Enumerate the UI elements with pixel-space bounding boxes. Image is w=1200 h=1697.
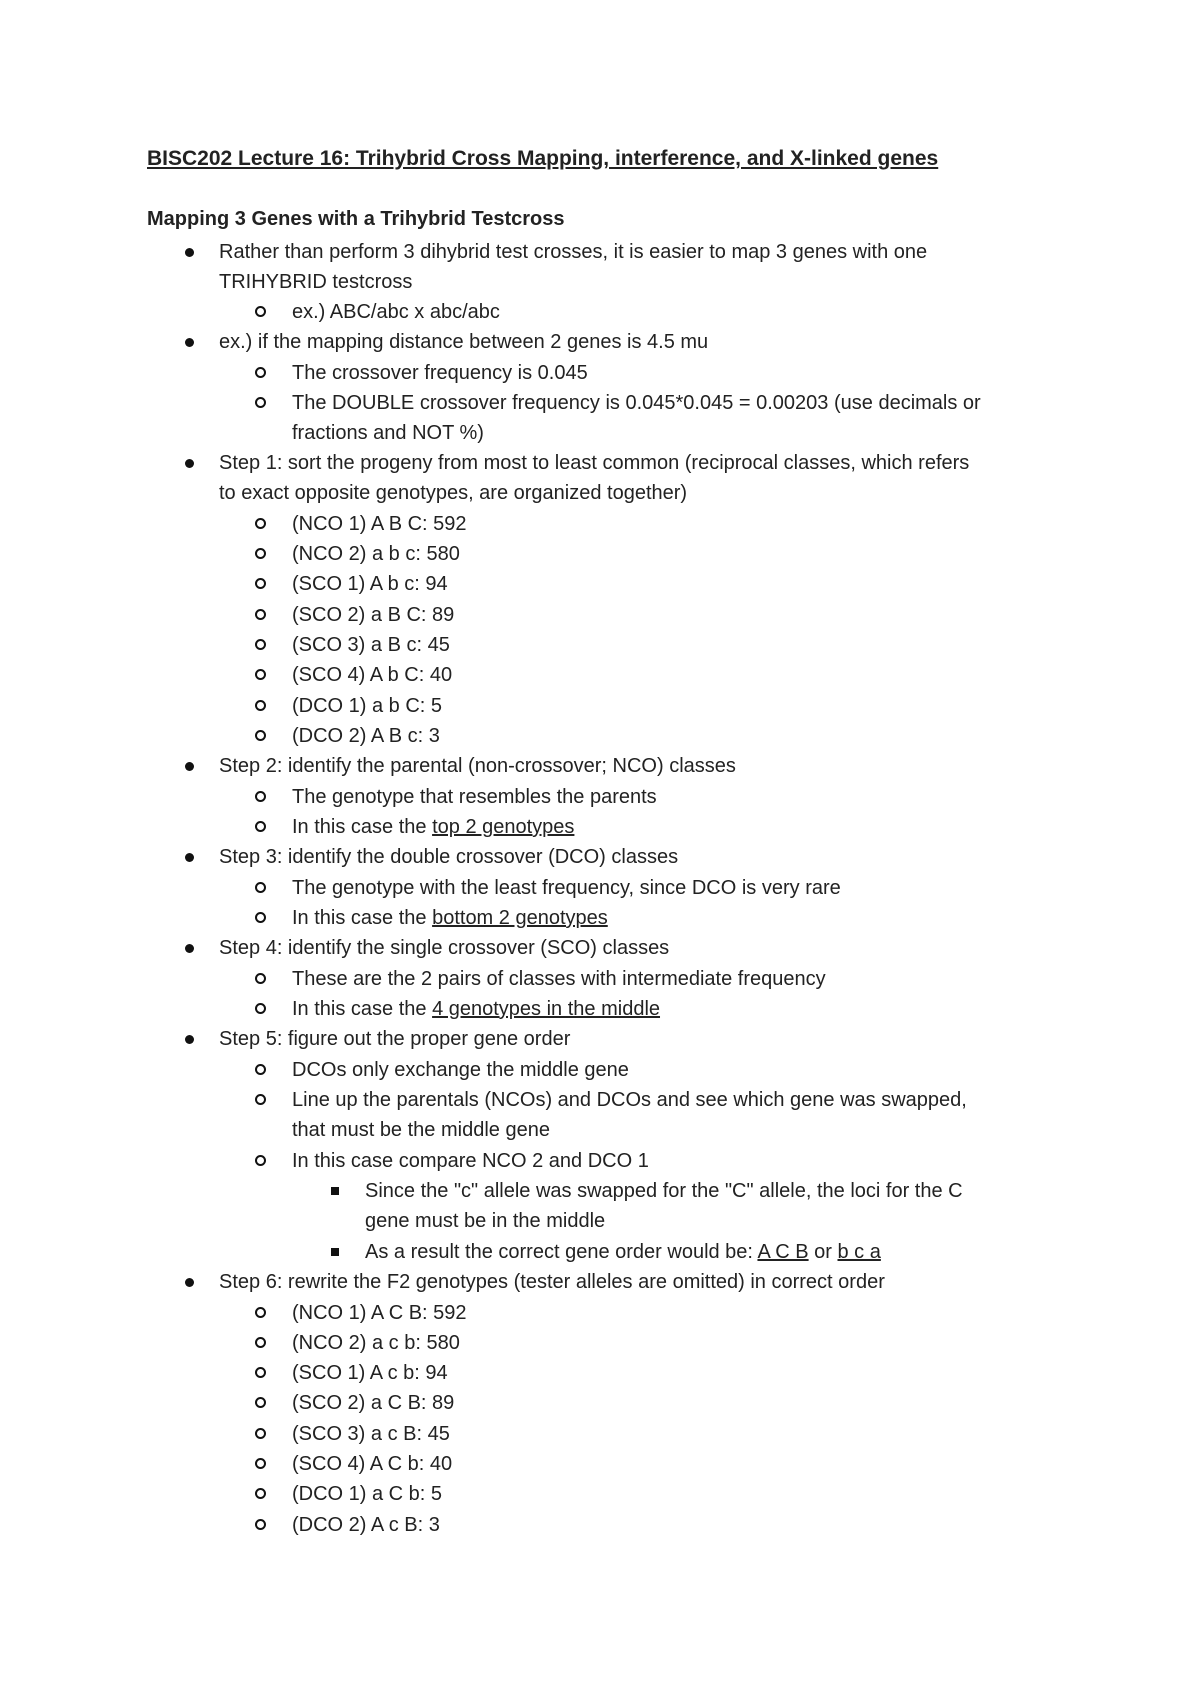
- sub-bullet-text: Line up the parentals (NCOs) and DCOs and see which gene was swapped,: [292, 1089, 967, 1111]
- page-title: BISC202 Lecture 16: Trihybrid Cross Mapping, interference, and X-linked genes: [147, 147, 939, 170]
- bullet-icon: [185, 1278, 194, 1287]
- sub-bullet-icon: [255, 1367, 266, 1378]
- sub-bullet-text: fractions and NOT %): [292, 422, 484, 444]
- genotype-item: (SCO 1) A c b: 94: [292, 1362, 448, 1384]
- sub-bullet-text: ex.) ABC/abc x abc/abc: [292, 301, 500, 323]
- bullet-icon: [185, 1035, 194, 1044]
- sub-bullet-icon: [255, 367, 266, 378]
- underlined-text: bottom 2 genotypes: [432, 907, 608, 929]
- sub-bullet-text: [292, 997, 660, 1021]
- genotype-item: (NCO 1) A C B: 592: [292, 1302, 467, 1324]
- genotype-item: (SCO 2) a C B: 89: [292, 1392, 455, 1414]
- sub-bullet-icon: [255, 791, 266, 802]
- underlined-text: A C B: [757, 1241, 809, 1263]
- genotype-item: (DCO 1) a C b: 5: [292, 1483, 443, 1505]
- sub-bullet-text: The genotype with the least frequency, since DCO is very rare: [292, 877, 841, 899]
- sub-bullet-icon: [255, 1155, 266, 1166]
- plain-text: In this case the: [292, 907, 433, 929]
- progeny-item: (SCO 3) a B c: 45: [292, 634, 450, 656]
- square-bullet-icon: [331, 1248, 339, 1256]
- sub-sub-bullet-text: [365, 1240, 881, 1264]
- sub-bullet-icon: [255, 1337, 266, 1348]
- progeny-item: (SCO 2) a B C: 89: [292, 604, 455, 626]
- square-bullet-icon: [331, 1187, 339, 1195]
- bullet-text: Step 2: identify the parental (non-crossover; NCO) classes: [219, 755, 736, 777]
- bullet-text: Step 1: sort the progeny from most to least common (reciprocal classes, which refers: [219, 452, 970, 474]
- sub-bullet-icon: [255, 669, 266, 680]
- sub-bullet-icon: [255, 1519, 266, 1530]
- sub-bullet-text: [292, 906, 608, 930]
- sub-bullet-icon: [255, 912, 266, 923]
- sub-bullet-text: [292, 815, 574, 839]
- bullet-text: Step 4: identify the single crossover (SCO) classes: [219, 937, 670, 959]
- sub-bullet-icon: [255, 609, 266, 620]
- sub-bullet-text: In this case compare NCO 2 and DCO 1: [292, 1150, 649, 1172]
- bullet-icon: [185, 762, 194, 771]
- bullet-text: Step 6: rewrite the F2 genotypes (tester alleles are omitted) in correct order: [219, 1271, 885, 1293]
- sub-bullet-icon: [255, 1428, 266, 1439]
- sub-bullet-icon: [255, 548, 266, 559]
- progeny-item: (SCO 4) A b C: 40: [292, 664, 453, 686]
- bullet-text: TRIHYBRID testcross: [219, 271, 413, 293]
- plain-text: In this case the: [292, 998, 433, 1020]
- sub-bullet-icon: [255, 397, 266, 408]
- sub-bullet-text: DCOs only exchange the middle gene: [292, 1059, 629, 1081]
- section-heading: Mapping 3 Genes with a Trihybrid Testcross: [147, 208, 565, 230]
- progeny-item: (NCO 1) A B C: 592: [292, 513, 467, 535]
- sub-bullet-icon: [255, 578, 266, 589]
- plain-text: In this case the: [292, 816, 433, 838]
- plain-text: or: [808, 1241, 838, 1263]
- bullet-icon: [185, 338, 194, 347]
- bullet-icon: [185, 248, 194, 257]
- underlined-text: top 2 genotypes: [432, 816, 575, 838]
- sub-bullet-icon: [255, 1307, 266, 1318]
- sub-bullet-icon: [255, 639, 266, 650]
- progeny-item: (NCO 2) a b c: 580: [292, 543, 460, 565]
- genotype-item: (NCO 2) a c b: 580: [292, 1332, 460, 1354]
- sub-bullet-icon: [255, 882, 266, 893]
- underlined-text: 4 genotypes in the middle: [432, 998, 661, 1020]
- genotype-item: (DCO 2) A c B: 3: [292, 1514, 440, 1536]
- progeny-item: (DCO 1) a b C: 5: [292, 695, 443, 717]
- sub-sub-bullet-text: gene must be in the middle: [365, 1210, 606, 1232]
- bullet-text: Step 3: identify the double crossover (DCO) classes: [219, 846, 679, 868]
- sub-bullet-text: The DOUBLE crossover frequency is 0.045*0.045 = 0.00203 (use decimals or: [292, 392, 981, 414]
- sub-bullet-text: The genotype that resembles the parents: [292, 786, 657, 808]
- bullet-text: ex.) if the mapping distance between 2 genes is 4.5 mu: [219, 331, 709, 353]
- sub-bullet-icon: [255, 518, 266, 529]
- sub-bullet-icon: [255, 1397, 266, 1408]
- sub-bullet-icon: [255, 1003, 266, 1014]
- sub-bullet-icon: [255, 973, 266, 984]
- bullet-icon: [185, 459, 194, 468]
- bullet-text: Step 5: figure out the proper gene order: [219, 1028, 571, 1050]
- sub-bullet-icon: [255, 306, 266, 317]
- sub-sub-bullet-text: Since the "c" allele was swapped for the "C" allele, the loci for the C: [365, 1180, 963, 1202]
- bullet-text: to exact opposite genotypes, are organized together): [219, 482, 688, 504]
- progeny-item: (DCO 2) A B c: 3: [292, 725, 440, 747]
- sub-bullet-icon: [255, 1458, 266, 1469]
- bullet-icon: [185, 853, 194, 862]
- sub-bullet-icon: [255, 1488, 266, 1499]
- plain-text: As a result the correct gene order would be:: [365, 1241, 758, 1263]
- sub-bullet-text: These are the 2 pairs of classes with intermediate frequency: [292, 968, 826, 990]
- genotype-item: (SCO 3) a c B: 45: [292, 1423, 450, 1445]
- sub-bullet-icon: [255, 730, 266, 741]
- sub-bullet-icon: [255, 1064, 266, 1075]
- sub-bullet-text: that must be the middle gene: [292, 1119, 550, 1141]
- bullet-text: Rather than perform 3 dihybrid test crosses, it is easier to map 3 genes with one: [219, 241, 928, 263]
- progeny-item: (SCO 1) A b c: 94: [292, 573, 448, 595]
- sub-bullet-icon: [255, 821, 266, 832]
- genotype-item: (SCO 4) A C b: 40: [292, 1453, 453, 1475]
- bullet-icon: [185, 944, 194, 953]
- sub-bullet-icon: [255, 700, 266, 711]
- sub-bullet-text: The crossover frequency is 0.045: [292, 362, 588, 384]
- sub-bullet-icon: [255, 1094, 266, 1105]
- underlined-text: b c a: [837, 1241, 881, 1263]
